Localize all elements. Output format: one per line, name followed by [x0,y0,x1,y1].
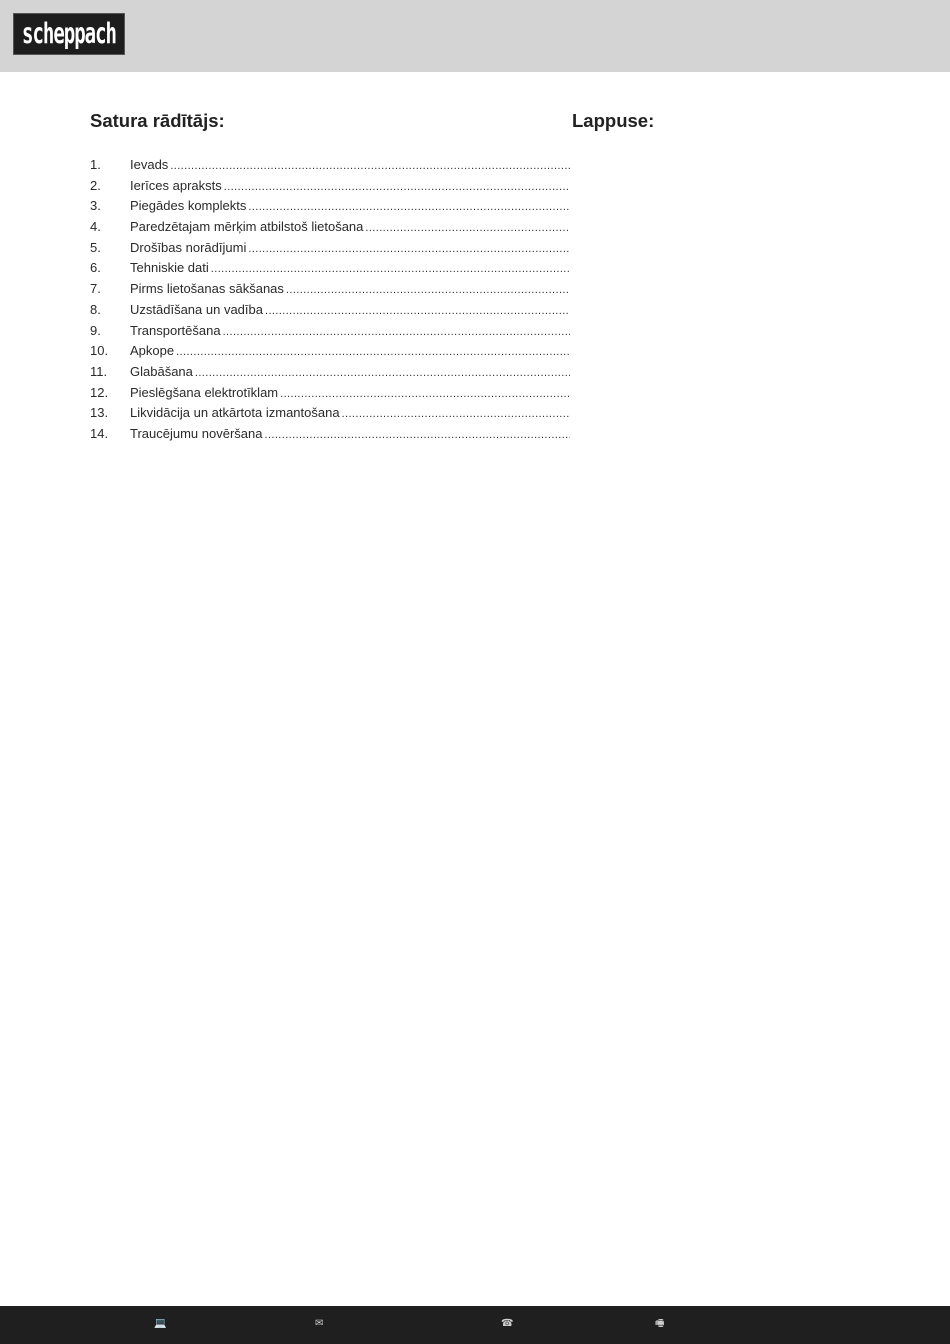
toc-dot-leader [195,363,570,384]
fax-icon: 🖷 [655,1318,665,1329]
toc-dot-leader [365,218,570,239]
toc-entry-number: 9. [90,322,101,338]
toc-entry-title: Paredzētajam mērķim atbilstoš lietošana [130,219,364,235]
toc-entry-title: Pieslēgšana elektrotīklam [130,384,279,400]
toc-entry-title: Pirms lietošanas sākšanas [130,281,284,297]
toc-entry-title: Apkope [130,343,175,359]
scheppach-logo [13,13,125,55]
toc-entry[interactable] [90,383,570,404]
toc-entry-title: Drošības norādījumi [130,239,247,255]
toc-entry-title: Ierīces apraksts [130,177,222,193]
toc-entry-number: 13. [90,405,109,421]
toc-list [90,155,570,445]
footer-bar [0,1306,950,1344]
toc-entry-number: 3. [90,198,101,214]
toc-entry[interactable] [90,341,570,362]
toc-entry-number: 1. [90,157,101,172]
toc-entry-title: Piegādes komplekts [130,198,247,214]
header-band [0,0,950,72]
toc-entry-number: 8. [90,301,101,317]
toc-page-label: Lappuse: [572,110,655,131]
toc-entry[interactable] [90,258,570,279]
phone-icon: ☎ [501,1318,514,1329]
toc-dot-leader [223,322,570,343]
toc-title: Satura rādītājs: [90,110,225,131]
toc-entry-title: Glabāšana [130,363,193,379]
toc-entry-title: Uzstādīšana un vadība [130,301,263,317]
toc-entry[interactable] [90,176,570,197]
toc-entry-title: Ievads [130,157,169,172]
toc-entry-number: 10. [90,343,109,359]
toc-entry-title: Likvidācija un atkārtota izmantošana [130,405,340,421]
logo-text: scheppach [22,17,116,51]
toc-entry-number: 5. [90,239,101,255]
toc-entry[interactable] [90,217,570,238]
mail-icon: ✉ [315,1318,324,1329]
toc-dot-leader [280,384,570,405]
toc-entry-number: 14. [90,425,109,441]
toc-dot-leader [224,177,570,198]
toc-entry-number: 6. [90,260,101,276]
toc-entry-title: Traucējumu novēršana [130,425,263,441]
toc-entry[interactable] [90,403,570,424]
toc-dot-leader [265,301,570,322]
toc-entry-title: Tehniskie dati [130,260,209,276]
toc-entry-number: 7. [90,281,101,297]
toc-dot-leader [248,239,570,260]
toc-dot-leader [211,259,570,280]
toc-entry-number: 4. [90,219,101,235]
computer-icon: 💻 [154,1318,167,1329]
toc-entry[interactable] [90,279,570,300]
toc-entry[interactable] [90,155,570,176]
toc-dot-leader [170,156,570,177]
toc-dot-leader [286,280,570,301]
toc-entry[interactable] [90,424,570,445]
toc-dot-leader [248,197,570,218]
toc-dot-leader [342,404,570,425]
toc-entry[interactable] [90,238,570,259]
toc-entry-number: 11. [90,363,108,379]
toc-dot-leader [176,342,570,363]
toc-dot-leader [264,425,570,446]
toc-entry-title: Transportēšana [130,322,221,338]
toc-entry[interactable] [90,362,570,383]
toc-entry[interactable] [90,321,570,342]
toc-entry[interactable] [90,196,570,217]
toc-entry-number: 2. [90,177,101,193]
toc-entry-number: 12. [90,384,109,400]
toc-entry[interactable] [90,300,570,321]
